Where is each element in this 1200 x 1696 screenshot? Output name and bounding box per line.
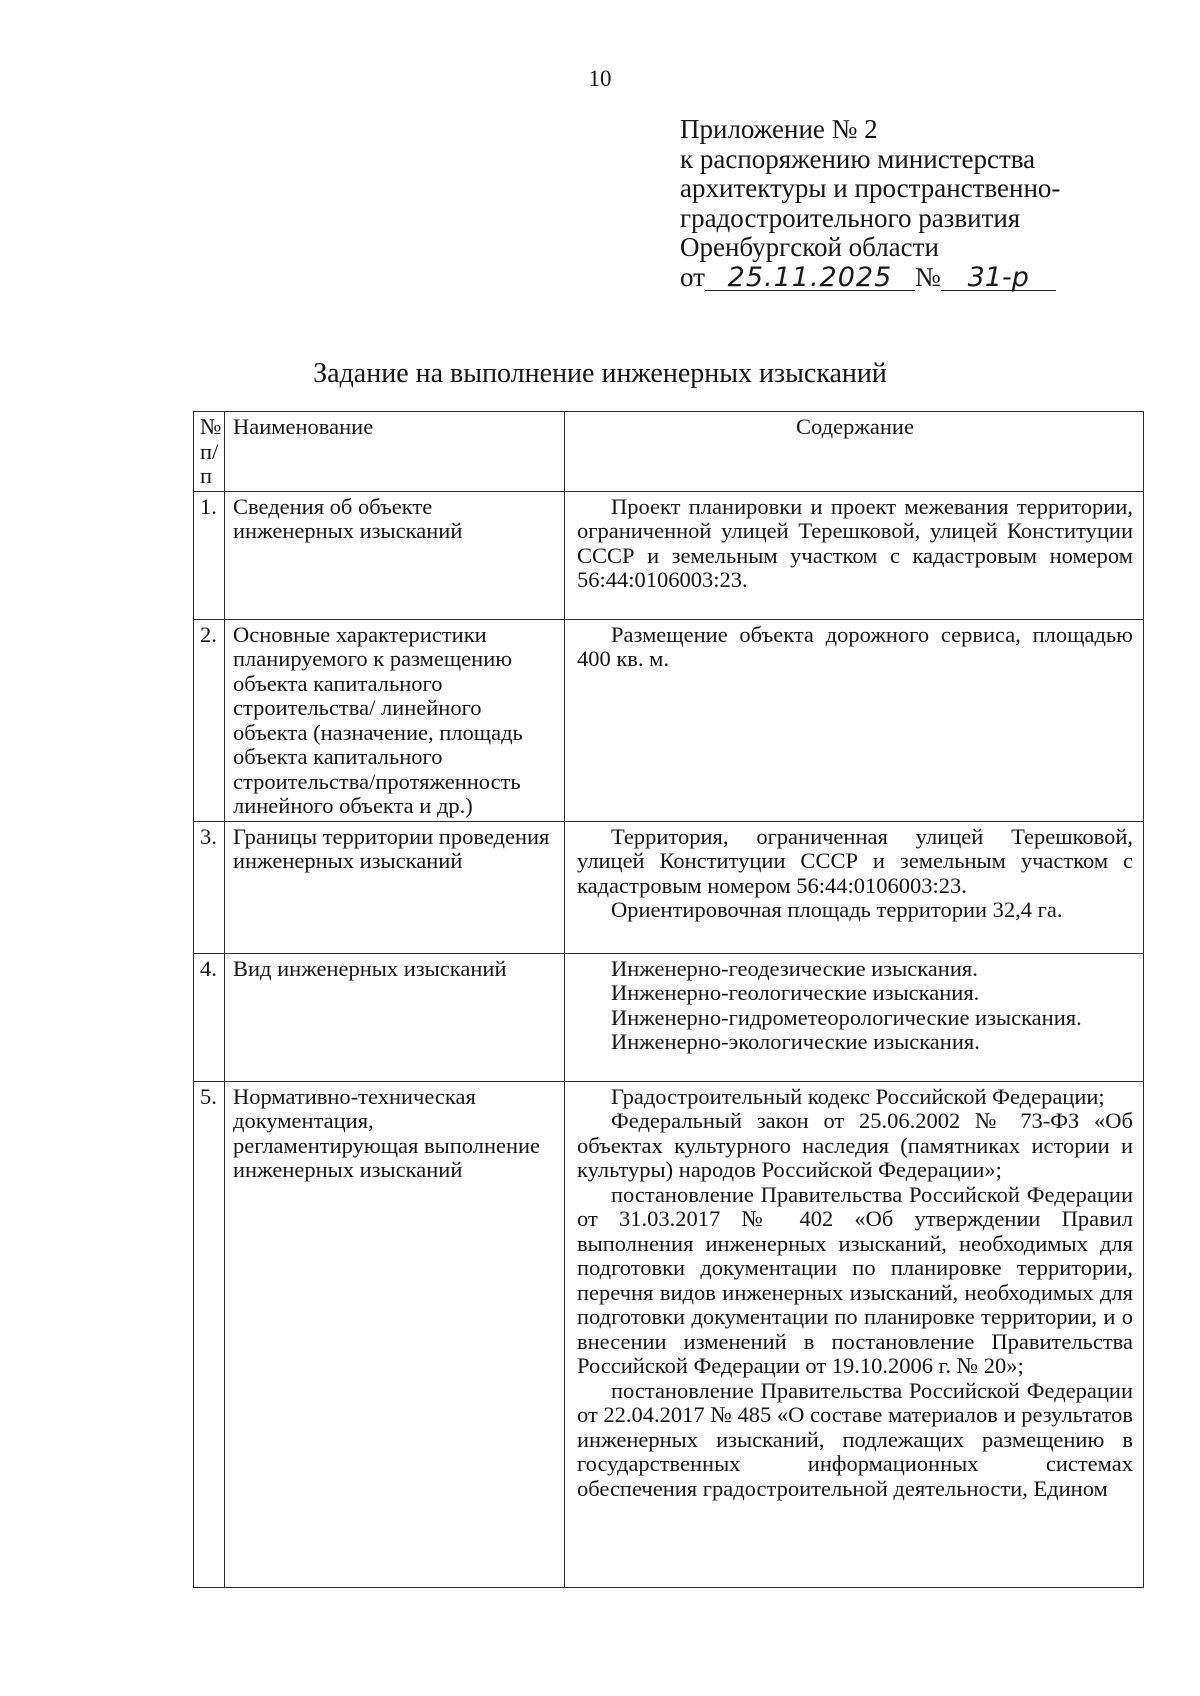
content-paragraph: Инженерно-геологические изыскания. (611, 980, 980, 1005)
table-row (194, 953, 1144, 1081)
content-paragraph: постановление Правительства Российской Федерации от 22.04.2017 № 485 «О составе материалов и результатов инженерных изысканий, подлежащих размещению в государственных информационных системах обеспечения градостроительной деятельности, Едином (577, 1377, 1133, 1501)
header-content: Содержание (565, 412, 1144, 492)
content-paragraph: Территория, ограниченная улицей Терешковой, улицей Конституции СССР и земельным участком с кадастровым номером 56:44:0106003:23. (577, 823, 1133, 898)
content-paragraph: Градостроительный кодекс Российской Федерации; (611, 1083, 1105, 1109)
table-row (194, 619, 1144, 821)
table-row (194, 821, 1144, 953)
content-paragraph: Инженерно-гидрометеорологические изыскания. (611, 1004, 1082, 1030)
appendix-line: градостроительного развития (680, 202, 1021, 233)
row-content (565, 1081, 1144, 1587)
content-paragraph: Размещение объекта дорожного сервиса, площадью 400 кв. м. (577, 621, 1133, 671)
row-num: 2. (194, 619, 225, 821)
survey-task-table (193, 411, 1144, 1588)
row-num: 5. (194, 1081, 225, 1587)
appendix-line: к распоряжению министерства (680, 143, 1036, 174)
row-content (565, 821, 1144, 953)
content-paragraph: Федеральный закон от 25.06.2002 № 73-ФЗ «Об объектах культурного наследия (памятниках истории и культуры) народов Российской Федерации»; (577, 1108, 1133, 1182)
appendix-line: Приложение № 2 (680, 114, 878, 144)
handwritten-date: 25.11.2025 (705, 266, 915, 291)
header-num: № п/п (194, 412, 225, 492)
row-name: Сведения об объекте инженерных изысканий (225, 491, 565, 619)
appendix-line: архитектуры и пространственно- (680, 173, 1061, 203)
content-paragraph: Проект планировки и проект межевания территории, ограниченной улицей Терешковой, улицей Конституции СССР и земельным участком с кадастровым номером 56:44:0106003:23. (577, 493, 1133, 592)
appendix-line: Оренбургской области (680, 232, 939, 262)
table-row (194, 491, 1144, 619)
row-content (565, 491, 1144, 619)
row-num: 3. (194, 821, 225, 953)
content-paragraph: Ориентировочная площадь территории 32,4 га. (611, 897, 1063, 922)
content-paragraph: Инженерно-геодезические изыскания. (611, 955, 978, 981)
row-name: Основные характеристики планируемого к размещению объекта капитального строительства/ линейного объекта (назначение, площадь объекта капитального строительства/протяженность линейного объекта и др.) (225, 619, 565, 821)
order-date-line (680, 263, 1140, 293)
row-num: 1. (194, 491, 225, 619)
content-paragraph: Инженерно-экологические изыскания. (611, 1029, 980, 1054)
number-prefix: № (914, 261, 941, 292)
row-name: Вид инженерных изысканий (225, 953, 565, 1081)
appendix-block (680, 115, 1140, 292)
row-name: Границы территории проведения инженерных изысканий (225, 821, 565, 953)
row-name: Нормативно-техническая документация, регламентирующая выполнение инженерных изысканий (225, 1081, 565, 1587)
table-row (194, 1081, 1144, 1587)
row-content (565, 953, 1144, 1081)
content-paragraph: постановление Правительства Российской Федерации от 31.03.2017 № 402 «Об утверждении Правил выполнения инженерных изысканий, необходимых для подготовки документации по планировке территории, перечня видов инженерных изысканий, необходимых для подготовки документации по планировке территории, и о внесении изменений в постановление Правительства Российской Федерации от 19.10.2006 г. № 20»; (577, 1181, 1133, 1378)
row-num: 4. (194, 953, 225, 1081)
row-content (565, 619, 1144, 821)
document-title: Задание на выполнение инженерных изысканий (313, 358, 887, 389)
header-name: Наименование (225, 412, 565, 492)
handwritten-number: 31-р (941, 266, 1056, 291)
date-prefix: от (680, 261, 705, 292)
table-header-row (194, 412, 1144, 492)
page-number: 10 (588, 66, 612, 91)
